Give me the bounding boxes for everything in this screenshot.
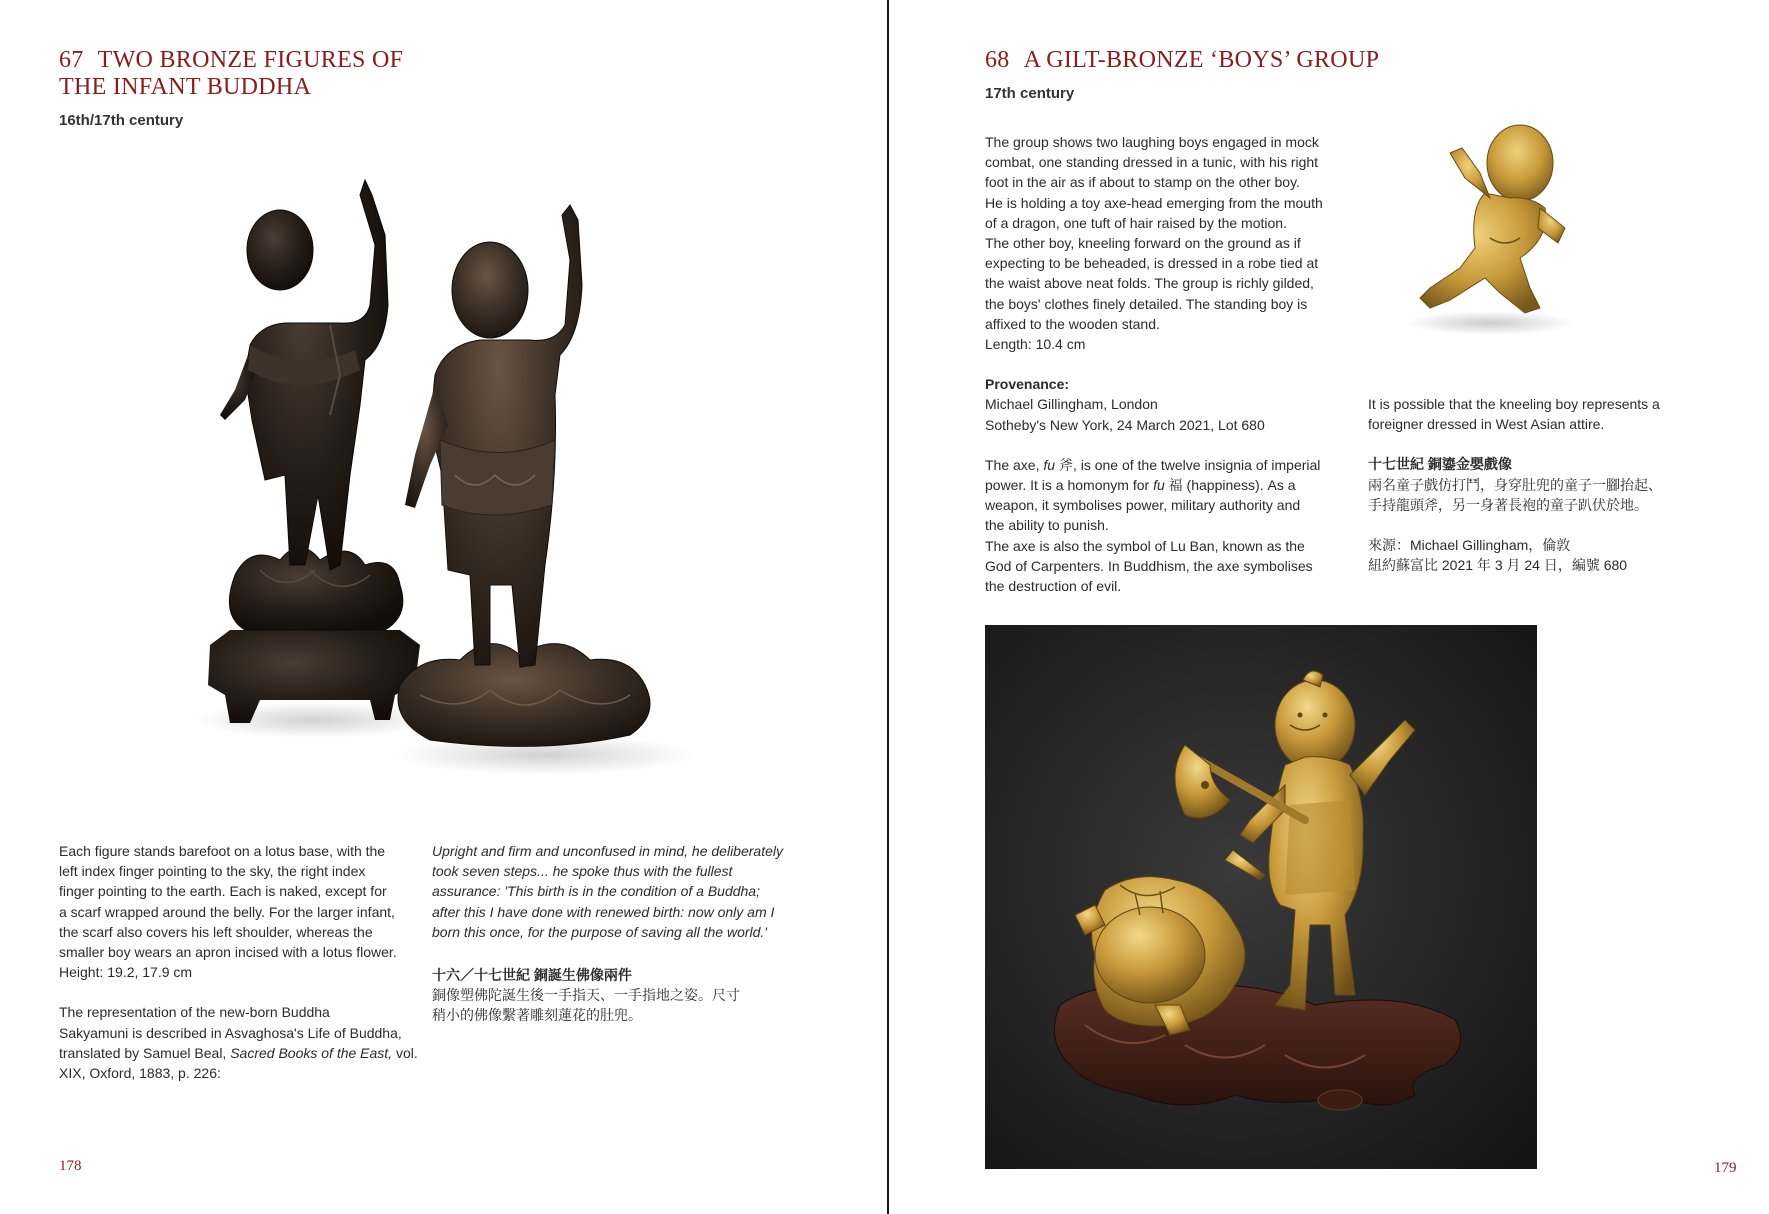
provenance-line: Sotheby's New York, 24 March 2021, Lot 680 bbox=[985, 416, 1265, 433]
lot-67-heading bbox=[59, 47, 403, 101]
gilt-bronze-boys-group-image bbox=[985, 625, 1537, 1169]
desc-line: left index finger pointing to the sky, the right index bbox=[59, 863, 366, 880]
quote-line: took seven steps... he spoke thus with the fullest bbox=[432, 863, 733, 880]
chinese-line: 兩名童子戲仿打鬥，身穿肚兜的童子一腳抬起、 bbox=[1368, 476, 1662, 493]
lot-68-title: A GILT-BRONZE ‘BOYS’ GROUP bbox=[1023, 47, 1380, 73]
length-line: Length: 10.4 cm bbox=[985, 336, 1086, 353]
desc-line: expecting to be beheaded, is dressed in a robe tied at bbox=[985, 255, 1319, 272]
page-number-right: 179 bbox=[1714, 1160, 1737, 1176]
axe-line: weapon, it symbolises power, military authority and bbox=[985, 497, 1301, 514]
bronze-buddha-figures-image bbox=[190, 175, 730, 795]
quote-line: Upright and firm and unconfused in mind, he deliberately bbox=[432, 843, 783, 859]
lot-68-date: 17th century bbox=[985, 85, 1075, 102]
lot-68-detail-photo bbox=[1390, 118, 1590, 343]
page-number-left: 178 bbox=[59, 1158, 82, 1174]
desc-line: the boys' clothes finely detailed. The standing boy is bbox=[985, 295, 1308, 312]
axe-line: The axe is also the symbol of Lu Ban, known as the bbox=[985, 537, 1305, 554]
desc-line: affixed to the wooden stand. bbox=[985, 315, 1160, 332]
chinese-line: 手持龍頭斧，另一身著長袍的童子趴伏於地。 bbox=[1368, 496, 1648, 513]
axe-line: the destruction of evil. bbox=[985, 578, 1122, 595]
lot-68-number: 68 bbox=[985, 47, 1010, 73]
lot-67-quote bbox=[432, 841, 812, 942]
chinese-line: 銅像塑佛陀誕生後一手指天、一手指地之姿。尺寸 bbox=[432, 987, 740, 1004]
lot-68-description bbox=[985, 132, 1355, 596]
height-line: Height: 19.2, 17.9 cm bbox=[59, 964, 193, 981]
rep-text: vol. bbox=[392, 1044, 418, 1061]
lot-68-heading bbox=[985, 47, 1379, 74]
quote-line: after this I have done with renewed birth: now only am I bbox=[432, 903, 775, 920]
chinese-title: 十六／十七世紀 銅誕生佛像兩件 bbox=[432, 967, 632, 983]
side-line: foreigner dressed in West Asian attire. bbox=[1368, 416, 1605, 433]
chinese-provenance-line: 來源：Michael Gillingham，倫敦 bbox=[1368, 537, 1571, 554]
rep-line: XIX, Oxford, 1883, p. 226: bbox=[59, 1065, 221, 1082]
rep-line: The representation of the new-born Buddha bbox=[59, 1004, 330, 1021]
desc-line: The group shows two laughing boys engaged in mock bbox=[985, 134, 1319, 150]
lot-68-side-note bbox=[1368, 394, 1748, 575]
chinese-line: 稍小的佛像繫著雕刻蓮花的肚兜。 bbox=[432, 1007, 642, 1024]
quote-line: assurance: 'This birth is in the condition of a Buddha; bbox=[432, 883, 760, 900]
desc-line: Each figure stands barefoot on a lotus base, with the bbox=[59, 843, 386, 859]
rep-text: translated by Samuel Beal, bbox=[59, 1044, 231, 1061]
provenance-line: Michael Gillingham, London bbox=[985, 396, 1158, 413]
desc-line: The other boy, kneeling forward on the ground as if bbox=[985, 235, 1301, 252]
chinese-title: 十七世紀 銅鎏金嬰戲像 bbox=[1368, 456, 1512, 473]
desc-line: of a dragon, one tuft of hair raised by the motion. bbox=[985, 214, 1287, 231]
lot-67-chinese bbox=[432, 965, 812, 1026]
desc-line: finger pointing to the earth. Each is naked, except for bbox=[59, 883, 387, 900]
axe-line: The axe, fu 斧, is one of the twelve insignia of imperial bbox=[985, 456, 1321, 473]
lot-67-title-line1: TWO BRONZE FIGURES OF bbox=[97, 47, 404, 73]
desc-line: He is holding a toy axe-head emerging from the mouth bbox=[985, 194, 1323, 211]
desc-line: the scarf also covers his left shoulder, whereas the bbox=[59, 923, 373, 940]
gilt-standing-boy-image bbox=[1390, 118, 1590, 343]
chinese-provenance-line: 紐約蘇富比 2021 年 3 月 24 日，編號 680 bbox=[1368, 557, 1628, 574]
desc-line: foot in the air as if about to stamp on the other boy. bbox=[985, 174, 1300, 191]
axe-line: the ability to punish. bbox=[985, 517, 1109, 534]
lot-68-main-photo bbox=[985, 625, 1537, 1169]
lot-67-number: 67 bbox=[59, 47, 84, 73]
book-title: Sacred Books of the East, bbox=[230, 1044, 393, 1061]
desc-line: a scarf wrapped around the belly. For the larger infant, bbox=[59, 903, 395, 920]
lot-67-title-line2: THE INFANT BUDDHA bbox=[59, 74, 312, 100]
desc-line: the waist above neat folds. The group is richly gilded, bbox=[985, 275, 1314, 292]
provenance-label: Provenance: bbox=[985, 376, 1070, 393]
axe-line: God of Carpenters. In Buddhism, the axe symbolises bbox=[985, 557, 1313, 574]
lot-67-photo bbox=[190, 175, 730, 795]
rep-line bbox=[59, 1043, 419, 1063]
right-page bbox=[890, 0, 1769, 1214]
quote-line: born this once, for the purpose of saving all the world.' bbox=[432, 923, 767, 940]
desc-line: combat, one standing dressed in a tunic, with his right bbox=[985, 154, 1319, 171]
lot-67-description bbox=[59, 841, 419, 1083]
book-spine bbox=[887, 0, 889, 1214]
rep-line: Sakyamuni is described in Asvaghosa's Life of Buddha, bbox=[59, 1024, 402, 1041]
axe-line: power. It is a homonym for fu 福 (happiness). As a bbox=[985, 477, 1296, 494]
lot-67-date: 16th/17th century bbox=[59, 112, 184, 129]
side-line: It is possible that the kneeling boy represents a bbox=[1368, 396, 1660, 412]
desc-line: smaller boy wears an apron incised with a lotus flower. bbox=[59, 944, 397, 961]
